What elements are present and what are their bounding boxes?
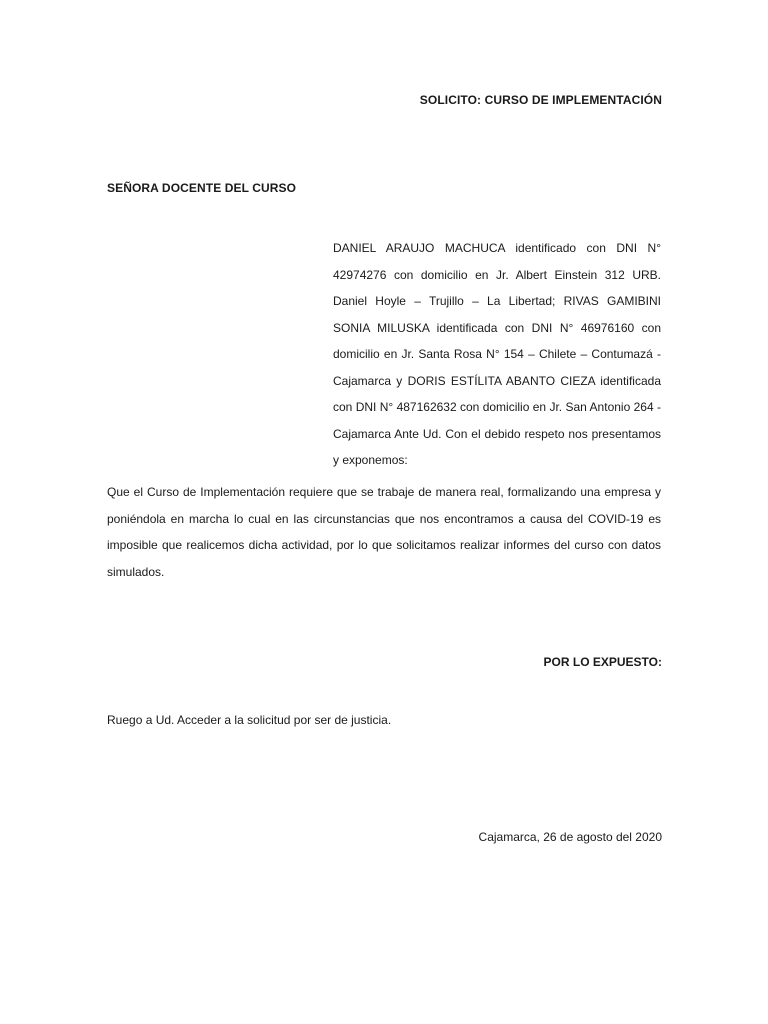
body-paragraph: Que el Curso de Implementación requiere que se trabaje de manera real, formalizando una empresa y poniéndola en marcha lo cual en las circunstancias que nos encontramos a causa del COVID-19 es imposible que realicemos dicha actividad, por lo que solicitamos realizar informes del curso con datos simulados.	[107, 485, 661, 579]
closing-heading: POR LO EXPUESTO:	[543, 655, 662, 669]
intro-paragraph: DANIEL ARAUJO MACHUCA identificado con DNI N° 42974276 con domicilio en Jr. Albert Einstein 312 URB. Daniel Hoyle – Trujillo – La Libertad; RIVAS GAMIBINI SONIA MILUSKA identificada con DNI N° 46976160 con domicilio en Jr. Santa Rosa N° 154 – Chilete – Contumazá - Cajamarca y DORIS ESTÍLITA ABANTO CIEZA identificada con DNI N° 487162632 con domicilio en Jr. San Antonio 264 - Cajamarca Ante Ud. Con el debido respeto nos presentamos y exponemos:	[333, 241, 661, 467]
request-line: Ruego a Ud. Acceder a la solicitud por ser de justicia.	[107, 713, 392, 727]
place-date-line: Cajamarca, 26 de agosto del 2020	[478, 830, 662, 844]
letter-subject: SOLICITO: CURSO DE IMPLEMENTACIÓN	[419, 93, 662, 107]
letter-addressee: SEÑORA DOCENTE DEL CURSO	[107, 181, 297, 195]
